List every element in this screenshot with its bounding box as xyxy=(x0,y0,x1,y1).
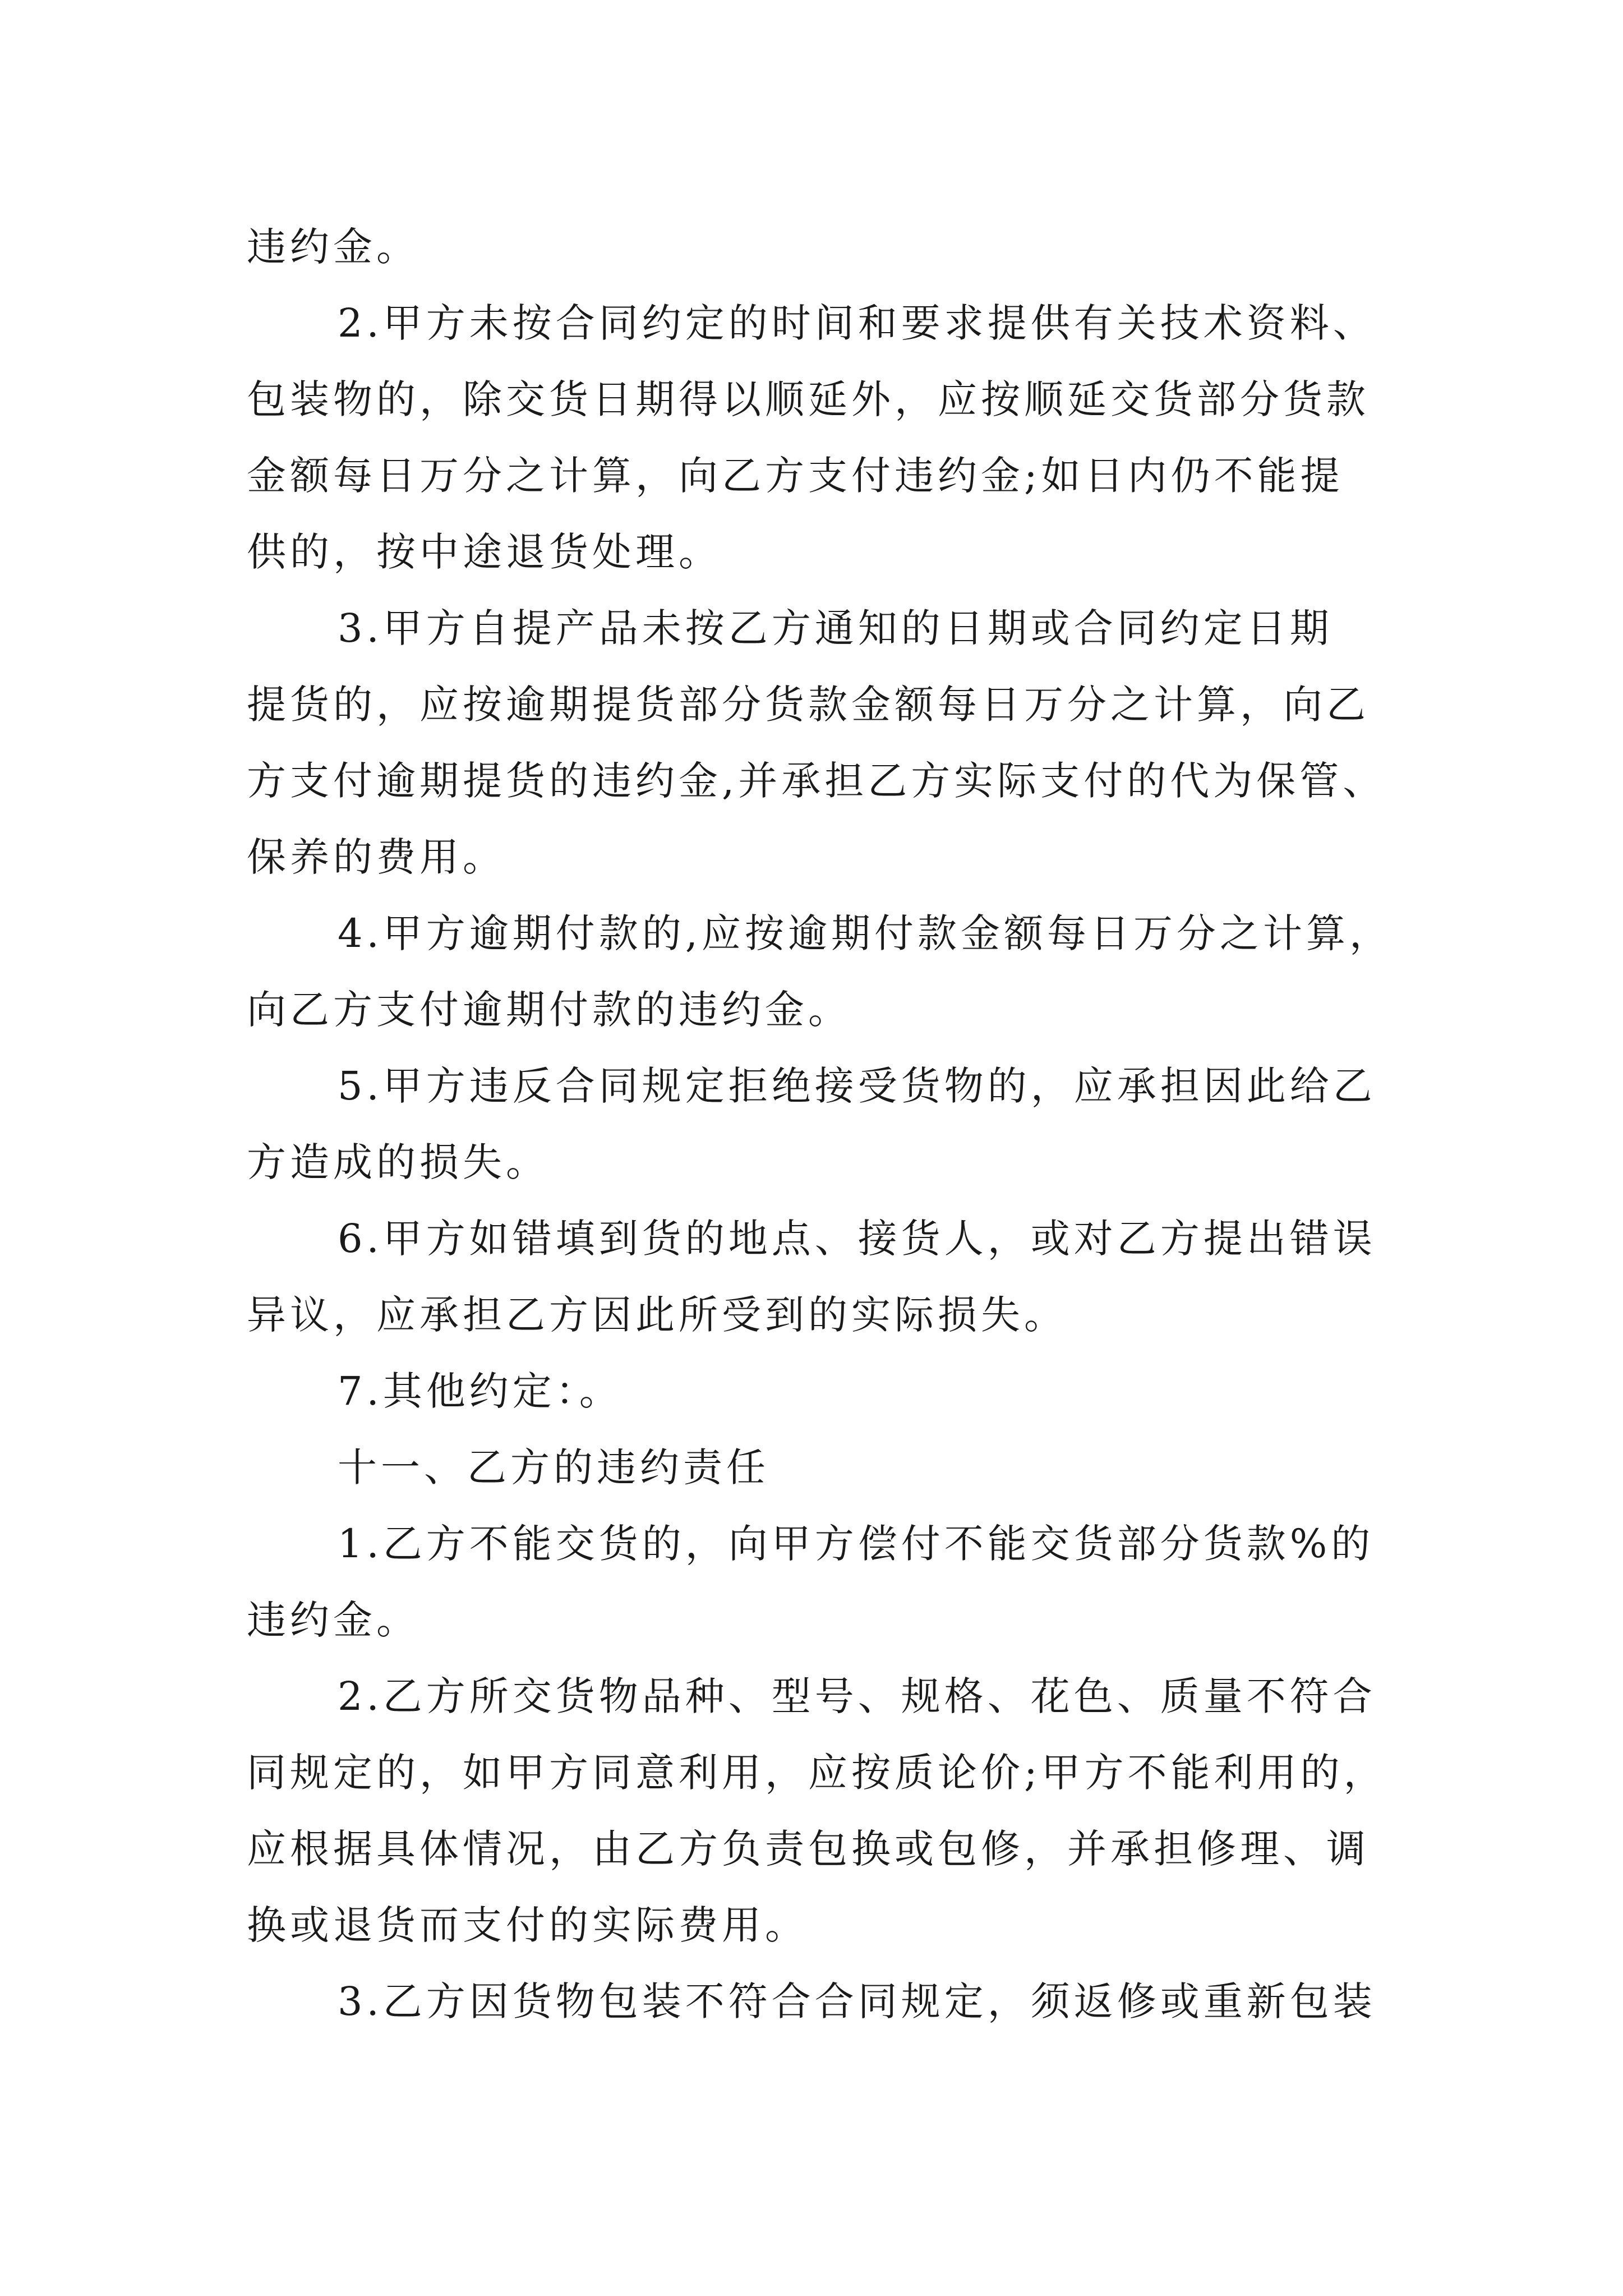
text-line: 提货的，应按逾期提货部分货款金额每日万分之计算，向乙 xyxy=(247,682,1370,728)
text-line: 保养的费用。 xyxy=(247,834,506,880)
text-line: 供的，按中途退货处理。 xyxy=(247,529,722,575)
text-line: 金额每日万分之计算，向乙方支付违约金;如日内仍不能提 xyxy=(247,453,1344,499)
text-line: 包装物的，除交货日期得以顺延外，应按顺延交货部分货款 xyxy=(247,376,1370,422)
text-line: 向乙方支付逾期付款的违约金。 xyxy=(247,987,851,1033)
text-line: 异议，应承担乙方因此所受到的实际损失。 xyxy=(247,1292,1067,1338)
text-line: 违约金。 xyxy=(247,1597,419,1643)
text-line: 6.甲方如错填到货的地点、接货人，或对乙方提出错误 xyxy=(338,1216,1376,1262)
text-line: 5.甲方违反合同规定拒绝接受货物的，应承担因此给乙 xyxy=(338,1063,1376,1109)
text-line: 违约金。 xyxy=(247,224,419,270)
text-line: 4.甲方逾期付款的,应按逾期付款金额每日万分之计算， xyxy=(338,910,1393,956)
text-line: 换或退货而支付的实际费用。 xyxy=(247,1902,808,1948)
text-line: 2.乙方所交货物品种、型号、规格、花色、质量不符合 xyxy=(338,1673,1376,1719)
text-line: 2.甲方未按合同约定的时间和要求提供有关技术资料、 xyxy=(338,300,1376,346)
document-body xyxy=(247,209,1391,2040)
text-line: 方支付逾期提货的违约金,并承担乙方实际支付的代为保管、 xyxy=(247,758,1386,804)
text-line: 3.乙方因货物包装不符合合同规定，须返修或重新包装 xyxy=(338,1978,1376,2024)
section-heading: 十一、乙方的违约责任 xyxy=(338,1444,769,1490)
text-line: 1.乙方不能交货的，向甲方偿付不能交货部分货款%的 xyxy=(338,1521,1375,1567)
text-line: 方造成的损失。 xyxy=(247,1139,549,1185)
text-line: 7.其他约定：。 xyxy=(338,1368,623,1414)
text-line: 应根据具体情况，由乙方负责包换或包修，并承担修理、调 xyxy=(247,1826,1370,1872)
text-line: 同规定的，如甲方同意利用，应按质论价;甲方不能利用的， xyxy=(247,1750,1387,1796)
text-line: 3.甲方自提产品未按乙方通知的日期或合同约定日期 xyxy=(338,605,1333,651)
